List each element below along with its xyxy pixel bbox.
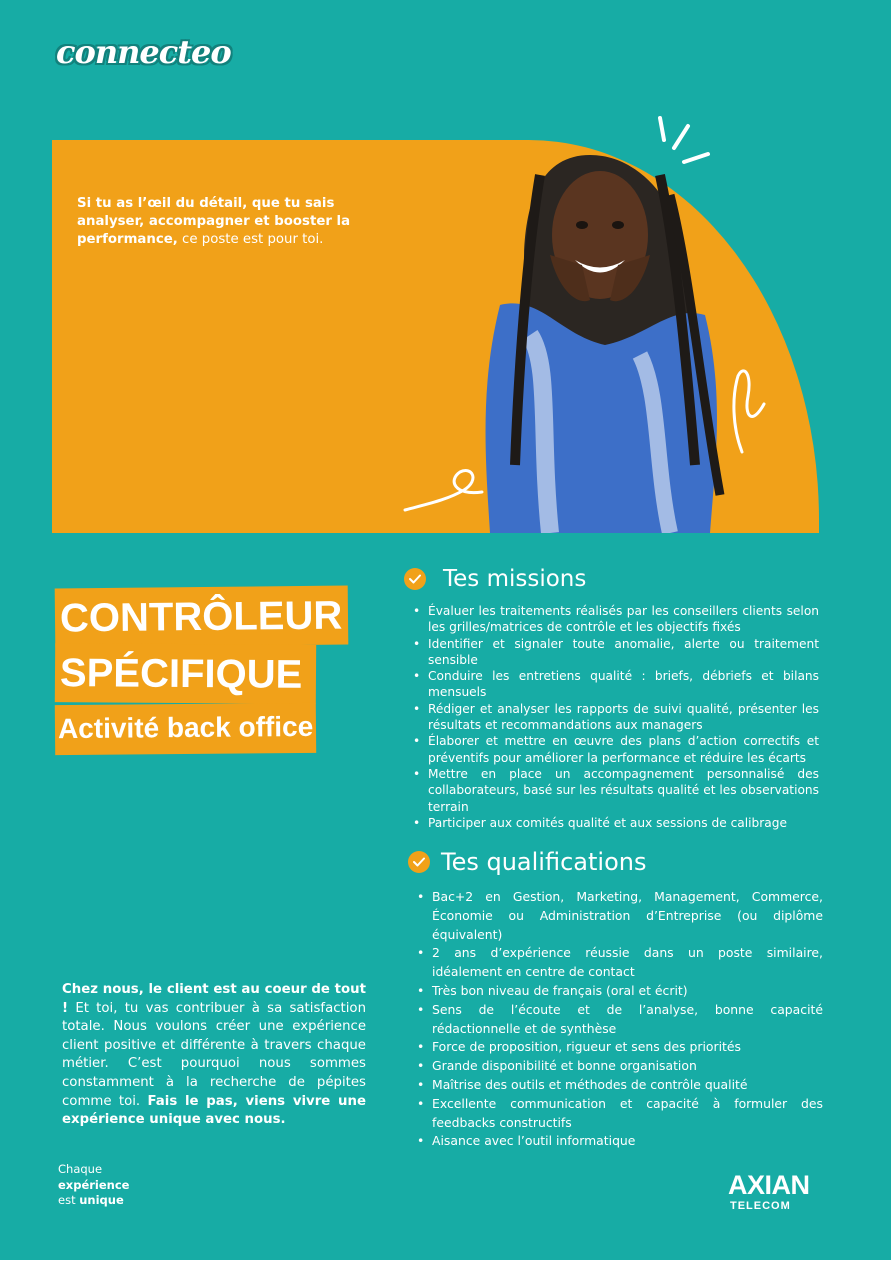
closing-body: Et toi, tu vas contribuer à sa satisfaction totale. Nous voulons créer une expérience client positive et différente à travers chaque métier. C’est pourquoi nous sommes constamment à la recherche de pépites comme toi. — [62, 1000, 366, 1109]
list-item: • Participer aux comités qualité et aux sessions de calibrage — [408, 815, 819, 831]
list-item: • Bac+2 en Gestion, Marketing, Management, Commerce, Économie ou Administration d’Entreprise (ou diplôme équivalent) — [412, 888, 823, 944]
list-item: • Très bon niveau de français (oral et écrit) — [412, 982, 823, 1001]
closing-bold-intro: Chez nous, le client est au coeur de tout ! — [62, 982, 366, 1016]
swirl-right-icon — [728, 366, 770, 456]
woman-photo — [470, 135, 740, 533]
job-title-line2: SPÉCIFIQUE — [55, 643, 317, 704]
hero-intro-rest: ce poste est pour toi. — [177, 232, 324, 247]
swirl-left-icon — [402, 464, 486, 514]
closing-bold-outro: Fais le pas, viens vivre une expérience unique avec nous. — [62, 1093, 366, 1128]
list-item: • Mettre en place un accompagnement personnalisé des collaborateurs, basé sur les résultats qualité et les observations terrain — [408, 766, 819, 815]
axian-logo-name: AXIAN — [728, 1170, 810, 1200]
slogan-line3a: est — [58, 1193, 80, 1207]
list-item: • Maîtrise des outils et méthodes de contrôle qualité — [412, 1076, 823, 1095]
slogan — [58, 1162, 129, 1209]
qualifications-heading-label: Tes qualifications — [441, 848, 647, 876]
list-item: • 2 ans d’expérience réussie dans un poste similaire, idéalement en centre de contact — [412, 944, 823, 982]
list-item: • Grande disponibilité et bonne organisation — [412, 1057, 823, 1076]
list-item: • Force de proposition, rigueur et sens des priorités — [412, 1038, 823, 1057]
slogan-line2: expérience — [58, 1177, 130, 1192]
check-circle-icon — [408, 851, 430, 873]
slogan-line1: Chaque — [58, 1162, 103, 1176]
missions-list — [408, 603, 819, 831]
check-circle-icon — [404, 568, 426, 590]
missions-heading — [404, 566, 586, 592]
missions-heading-label: Tes missions — [443, 566, 587, 592]
closing-paragraph — [62, 981, 366, 1130]
axian-telecom-logo — [728, 1170, 810, 1212]
connecteo-logo: connecteo — [56, 33, 231, 71]
list-item: • Sens de l’écoute et de l’analyse, bonne capacité rédactionnelle et de synthèse — [412, 1001, 823, 1039]
list-item: • Rédiger et analyser les rapports de suivi qualité, présenter les résultats et recommandations aux managers — [408, 701, 819, 734]
hero-intro-bold: Si tu as l’œil du détail, que tu sais analyser, accompagner et booster la performance, — [77, 196, 351, 247]
list-item: • Excellente communication et capacité à formuler des feedbacks constructifs — [412, 1095, 823, 1133]
slogan-line3 — [58, 1193, 129, 1209]
axian-logo-sub: TELECOM — [730, 1200, 791, 1212]
job-subtitle: Activité back office — [55, 703, 317, 755]
slogan-line3b: unique — [79, 1193, 124, 1207]
list-item: • Aisance avec l’outil informatique — [412, 1132, 823, 1151]
list-item: • Élaborer et mettre en œuvre des plans d’action correctifs et préventifs pour améliorer la performance et réduire les écarts — [408, 733, 819, 766]
qualifications-heading — [408, 848, 646, 876]
qualifications-list — [412, 888, 823, 1151]
list-item: • Conduire les entretiens qualité : briefs, débriefs et bilans mensuels — [408, 668, 819, 701]
list-item: • Identifier et signaler toute anomalie, alerte ou traitement sensible — [408, 636, 819, 669]
list-item: • Évaluer les traitements réalisés par les conseillers clients selon les grilles/matrices de contrôle et les objectifs fixés — [408, 603, 819, 636]
job-title-line1: CONTRÔLEUR — [55, 585, 349, 647]
hero-intro — [77, 195, 377, 249]
